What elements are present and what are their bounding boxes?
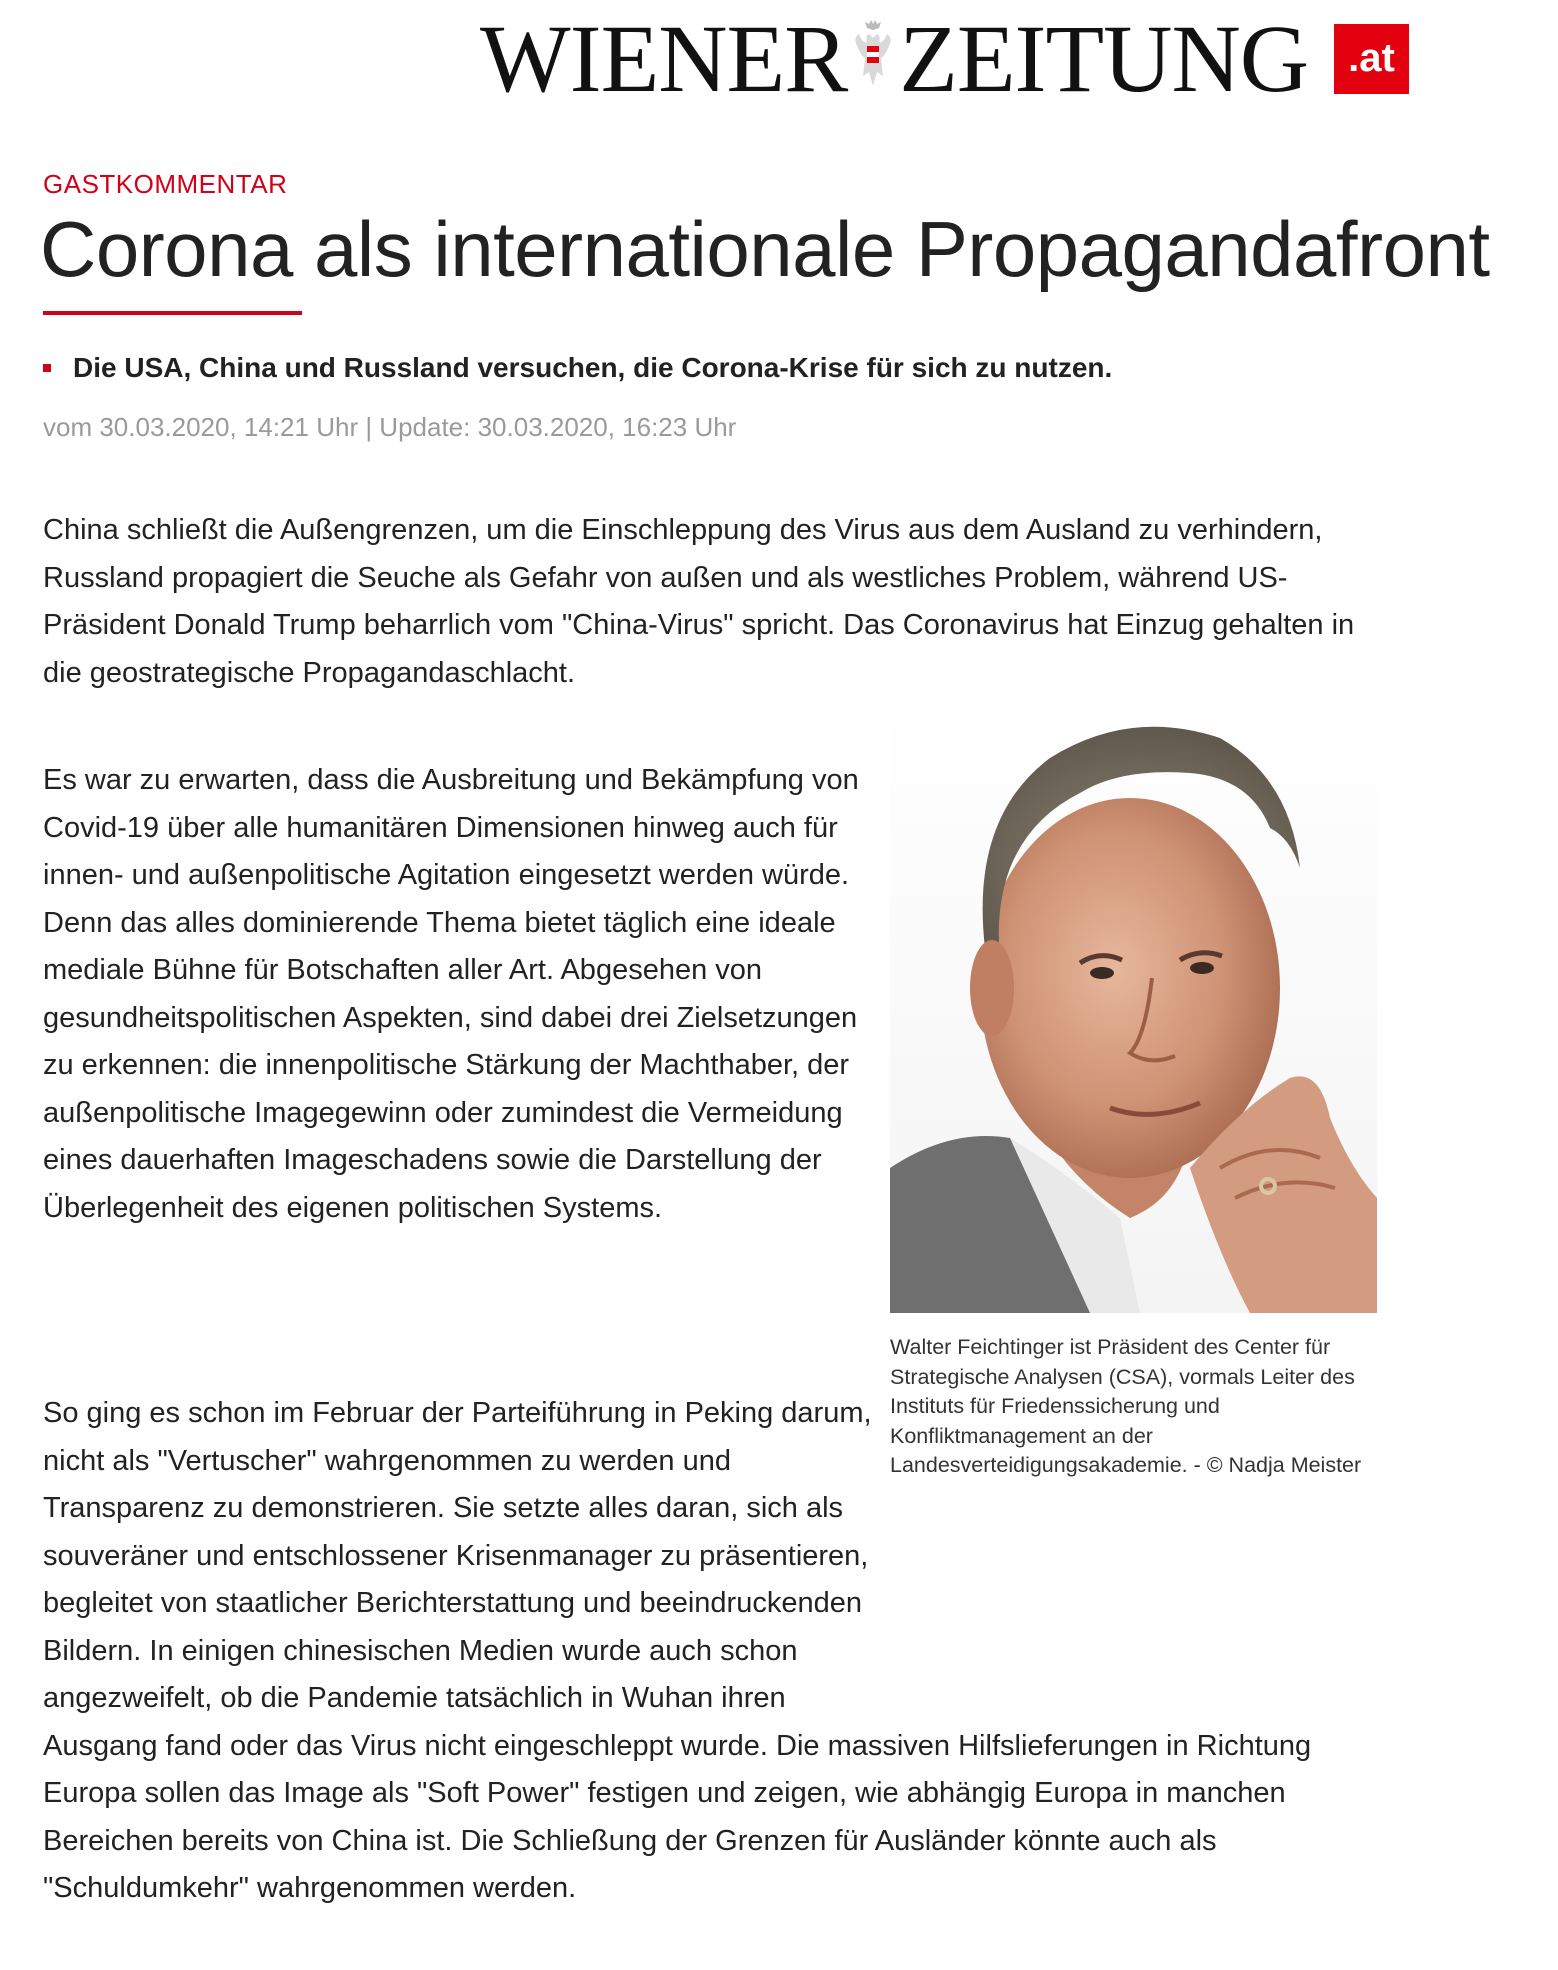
article-dateline: vom 30.03.2020, 14:21 Uhr | Update: 30.03.2020, 16:23 Uhr [43, 412, 737, 442]
paragraph-1: China schließt die Außengrenzen, um die Einschleppung des Virus aus dem Ausland zu verhindern, Russland propagiert die Seuche als Gefahr von außen und als westliches Problem, während US-Präsident Donald Trump beharrlich vom "China-Virus" spricht. Das Coronavirus hat Einzug gehalten in die geostrategische Propagandaschlacht. [43, 514, 1355, 689]
logo-word-left: WIENER [480, 5, 848, 112]
paragraph-2: Es war zu erwarten, dass die Ausbreitung und Bekämpfung von Covid-19 über alle humanitären Dimensionen hinweg auch für innen- und außenpolitische Agitation eingesetzt werden würde. Denn das alles dominierende Thema bietet täglich eine ideale mediale Bühne für Botschaften aller Art. Abgesehen von gesundheitspolitischen Aspekten, sind dabei drei Zielsetzungen zu erkennen: die innenpolitische Stärkung der Machthaber, der außenpolitische Imagegewinn oder zumindest die Vermeidung eines dauerhaften Imageschadens sowie die Darstellung der Überlegenheit des eigenen politischen Systems. [43, 764, 859, 1224]
domain-badge[interactable]: .at [1334, 24, 1409, 94]
eagle-emblem-icon [851, 16, 895, 102]
paragraph-3: So ging es schon im Februar der Parteiführung in Peking darum, nicht als "Vertuscher" wahrgenommen zu werden und Transparenz zu demonstrieren. Sie setzte alles daran, sich als souveräner und entschlossener Krisenmanager zu präsentieren, begleitet von staatlicher Berichterstattung und beeindruckenden Bildern. In einigen chinesischen Medien wurde auch schon angezweifelt, ob die Pandemie tatsächlich in Wuhan ihren Ausgang fand oder das Virus nicht eingeschleppt wurde. Die massiven Hilfslieferungen in Richtung Europa sollen das Image als "Soft Power" festigen und zeigen, wie abhängig Europa in manchen Bereichen bereits von China ist. Die Schließung der Grenzen für Ausländer könnte auch als "Schuldumkehr" wahrgenommen werden. [43, 1397, 1312, 1904]
photo-caption: Walter Feichtinger ist Präsident des Center für Strategische Analysen (CSA), vormals Leiter des Instituts für Friedenssicherung und Konfliktmanagement an der Landesverteidigungsakademie. - © Nadja Meister [890, 1335, 1362, 1477]
site-logo[interactable] [480, 5, 848, 112]
article-title: Corona als internationale Propagandafront [40, 205, 1490, 293]
article-lead [43, 351, 1112, 385]
title-underline [43, 311, 302, 315]
author-figure [890, 698, 1377, 1481]
lead-bullet-icon [43, 364, 51, 372]
site-logo-right[interactable] [899, 5, 1309, 112]
author-photo[interactable] [890, 698, 1377, 1313]
lead-text: Die USA, China und Russland versuchen, die Corona-Krise für sich zu nutzen. [73, 352, 1113, 383]
masthead [480, 0, 1409, 118]
logo-word-right: ZEITUNG [899, 5, 1309, 112]
article-kicker[interactable]: GASTKOMMENTAR [43, 169, 288, 199]
